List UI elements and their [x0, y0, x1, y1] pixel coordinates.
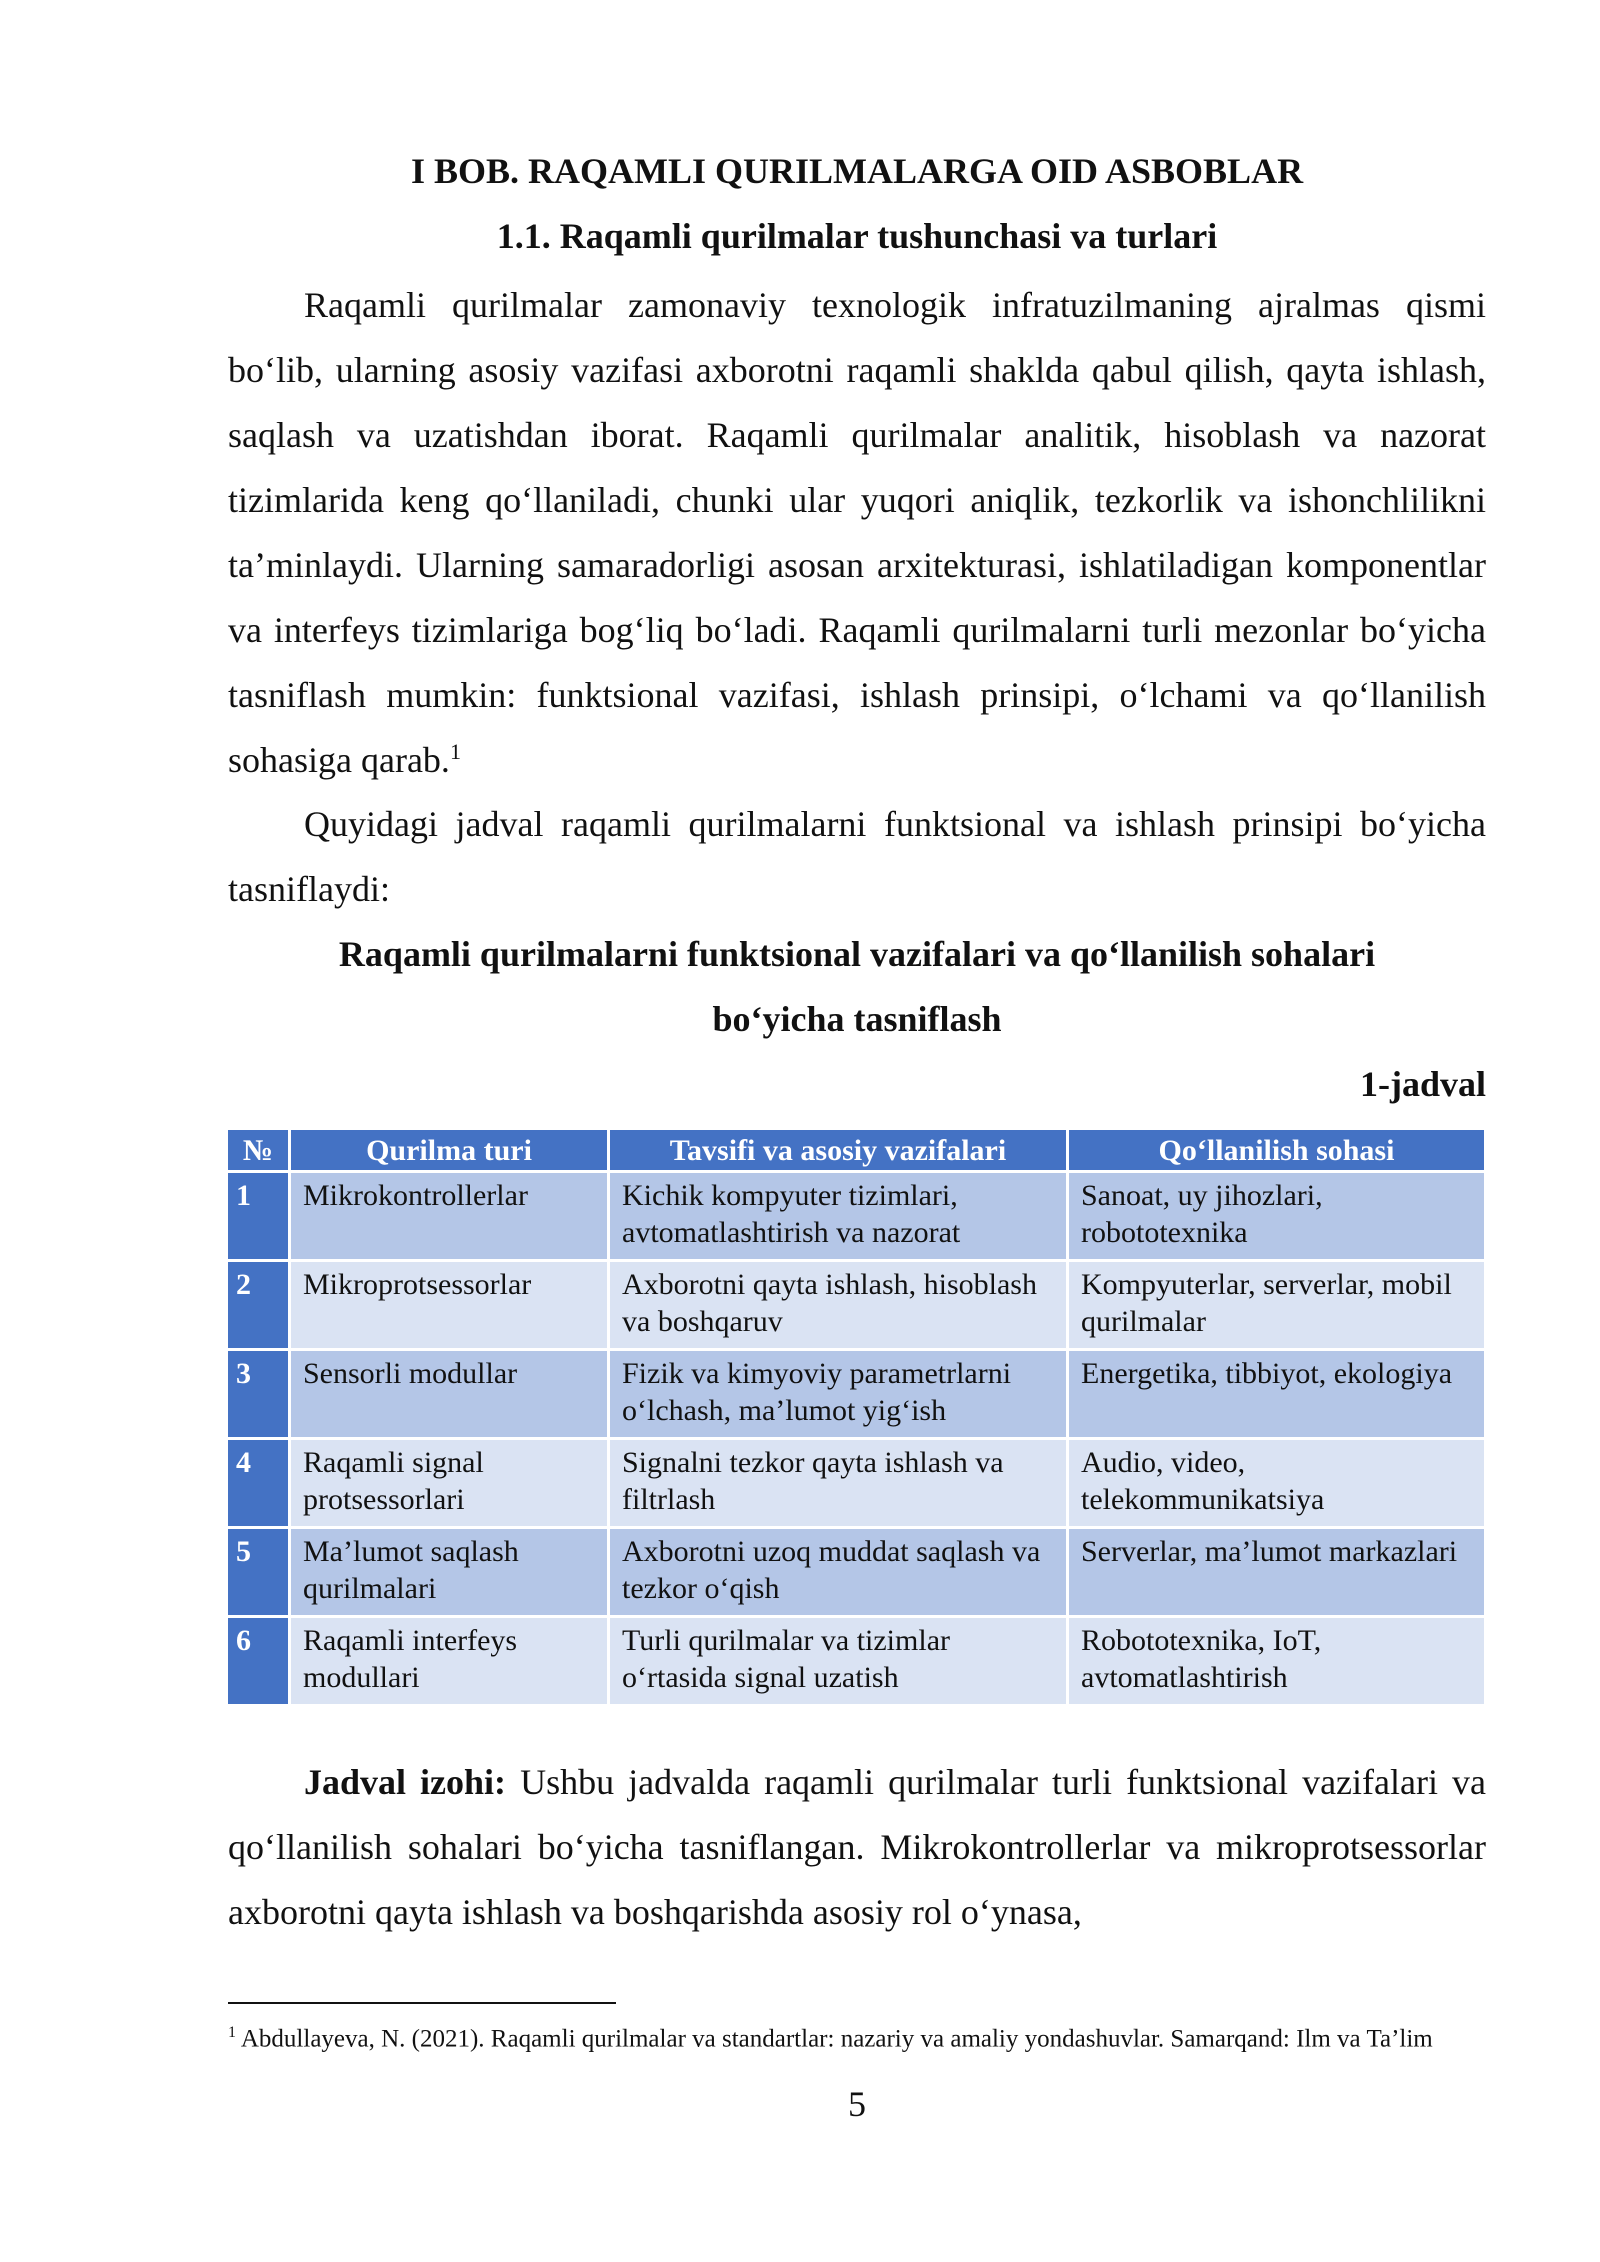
- description-cell: Fizik va kimyoviy parametrlarni o‘lchash, ma’lumot yig‘ish: [610, 1351, 1066, 1437]
- row-number: 6: [228, 1618, 288, 1704]
- table-title: [228, 922, 1486, 1052]
- table-row: [228, 1173, 1484, 1259]
- footnote: [228, 2017, 1486, 2055]
- table-row: [228, 1440, 1484, 1526]
- table-header-row: [228, 1130, 1484, 1170]
- application-cell: Energetika, tibbiyot, ekologiya: [1069, 1351, 1484, 1437]
- application-cell: Serverlar, ma’lumot markazlari: [1069, 1529, 1484, 1615]
- row-number: 4: [228, 1440, 288, 1526]
- application-cell: Robototexnika, IoT, avtomatlashtirish: [1069, 1618, 1484, 1704]
- paragraph-table-intro: Quyidagi jadval raqamli qurilmalarni funktsional va ishlash prinsipi bo‘yicha tasniflaydi:: [228, 804, 1486, 909]
- description-cell: Axborotni uzoq muddat saqlash va tezkor o‘qish: [610, 1529, 1066, 1615]
- footnote-text: Abdullayeva, N. (2021). Raqamli qurilmalar va standartlar: nazariy va amaliy yondashuvlar. Samarqand: Ilm va Ta’lim: [236, 2025, 1433, 2053]
- row-number: 5: [228, 1529, 288, 1615]
- header-application: Qo‘llanilish sohasi: [1069, 1130, 1484, 1170]
- device-type-cell: Mikroprotsessorlar: [291, 1262, 607, 1348]
- device-type-cell: Sensorli modullar: [291, 1351, 607, 1437]
- application-cell: Audio, video, telekommunikatsiya: [1069, 1440, 1484, 1526]
- application-cell: Kompyuterlar, serverlar, mobil qurilmalar: [1069, 1262, 1484, 1348]
- row-number: 3: [228, 1351, 288, 1437]
- description-cell: Axborotni qayta ishlash, hisoblash va boshqaruv: [610, 1262, 1066, 1348]
- footnote-number: 1: [228, 2024, 236, 2041]
- table-title-line-1: Raqamli qurilmalarni funktsional vazifalari va qo‘llanilish sohalari: [338, 934, 1376, 974]
- table-row: [228, 1618, 1484, 1704]
- row-number: 2: [228, 1262, 288, 1348]
- footnote-reference[interactable]: 1: [449, 739, 461, 764]
- table-number: 1-jadval: [1360, 1064, 1486, 1104]
- header-number: №: [228, 1130, 288, 1170]
- table-row: [228, 1529, 1484, 1615]
- page-number: 5: [848, 2084, 866, 2124]
- device-type-cell: Raqamli interfeys modullari: [291, 1618, 607, 1704]
- table-row: [228, 1351, 1484, 1437]
- section-title: 1.1. Raqamli qurilmalar tushunchasi va turlari: [496, 216, 1218, 256]
- device-type-cell: Raqamli signal protsessorlari: [291, 1440, 607, 1526]
- footnote-divider: [228, 2002, 616, 2004]
- paragraph-table-note: [228, 1750, 1486, 1945]
- paragraph-intro: [228, 273, 1486, 793]
- device-classification-table: [225, 1127, 1487, 1707]
- header-description: Tavsifi va asosiy vazifalari: [610, 1130, 1066, 1170]
- device-type-cell: Mikrokontrollerlar: [291, 1173, 607, 1259]
- paragraph-intro-text: Raqamli qurilmalar zamonaviy texnologik infratuzilmaning ajralmas qismi bo‘lib, ularning asosiy vazifasi axborotni raqamli shaklda qabul qilish, qayta ishlash, saqlash va uzatishdan iborat. Raqamli qurilmalar analitik, hisoblash va nazorat tizimlarida keng qo‘llaniladi, chunki ular yuqori aniqlik, tezkorlik va ishonchlilikni ta’minlaydi. Ularning samaradorligi asosan arxitekturasi, ishlatiladigan komponentlar va interfeys tizimlariga bog‘liq bo‘ladi. Raqamli qurilmalarni turli mezonlar bo‘yicha tasniflash mumkin: funktsional vazifasi, ishlash prinsipi, o‘lchami va qo‘llanilish sohasiga qarab.: [228, 285, 1486, 780]
- description-cell: Signalni tezkor qayta ishlash va filtrlash: [610, 1440, 1066, 1526]
- table-row: [228, 1262, 1484, 1348]
- table-note-label: Jadval izohi:: [304, 1762, 507, 1802]
- row-number: 1: [228, 1173, 288, 1259]
- description-cell: Kichik kompyuter tizimlari, avtomatlashtirish va nazorat: [610, 1173, 1066, 1259]
- table-title-line-2: bo‘yicha tasniflash: [712, 999, 1002, 1039]
- table-note-text: Ushbu jadvalda raqamli qurilmalar turli funktsional vazifalari va qo‘llanilish sohalari bo‘yicha tasniflangan. Mikrokontrollerlar va mikroprotsessorlar axborotni qayta ishlash va boshqarishda asosiy rol o‘ynasa,: [228, 1762, 1486, 1932]
- chapter-title: I BOB. RAQAMLI QURILMALARGA OID ASBOBLAR: [410, 151, 1304, 191]
- description-cell: Turli qurilmalar va tizimlar o‘rtasida signal uzatish: [610, 1618, 1066, 1704]
- application-cell: Sanoat, uy jihozlari, robototexnika: [1069, 1173, 1484, 1259]
- device-type-cell: Ma’lumot saqlash qurilmalari: [291, 1529, 607, 1615]
- header-device-type: Qurilma turi: [291, 1130, 607, 1170]
